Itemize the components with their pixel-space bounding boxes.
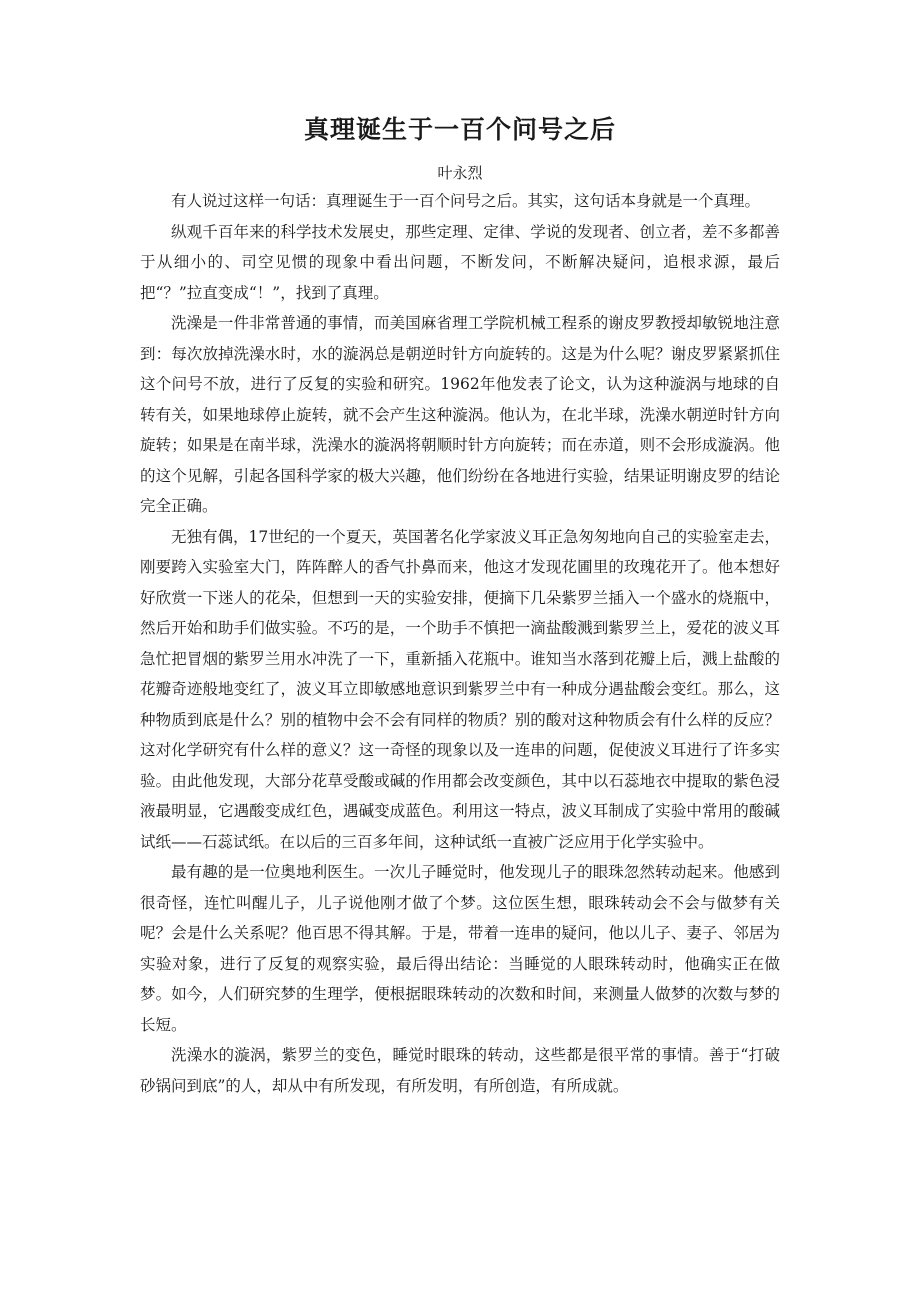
paragraph-1: 有人说过这样一句话：真理诞生于一百个问号之后。其实，这句话本身就是一个真理。 [171, 192, 761, 210]
document-author: 叶永烈 [437, 164, 483, 182]
paragraph-4: 无独有偶，17世纪的一个夏天，英国著名化学家波义耳正急匆匆地向自己的实验室走去，刚要跨入实验室大门，阵阵醉人的香气扑鼻而来，他这才发现花圃里的玫瑰花开了。他本想好好欣赏一下迷人的花朵，但想到一天的实验安排，便摘下几朵紫罗兰插入一个盛水的烧瓶中，然后开始和助手们做实验。不巧的是，一个助手不慎把一滴盐酸溅到紫罗兰上，爱花的波义耳急忙把冒烟的紫罗兰用水冲洗了一下，重新插入花瓶中。谁知当水落到花瓣上后，溅上盐酸的花瓣奇迹般地变红了，波义耳立即敏感地意识到紫罗兰中有一种成分遇盐酸会变红。那么，这种物质到底是什么？别的植物中会不会有同样的物质？别的酸对这种物质会有什么样的反应？这对化学研究有什么样的意义？这一奇怪的现象以及一连串的问题，促使波义耳进行了许多实验。由此他发现，大部分花草受酸或碱的作用都会改变颜色，其中以石蕊地衣中提取的紫色浸液最明显，它遇酸变成红色，遇碱变成蓝色。利用这一特点，波义耳制成了实验中常用的酸碱试纸——石蕊试纸。在以后的三百多年间，这种试纸一直被广泛应用于化学实验中。 [140, 527, 780, 851]
paragraph-6: 洗澡水的漩涡，紫罗兰的变色，睡觉时眼珠的转动，这些都是很平常的事情。善于“打破砂锅问到底”的人，却从中有所发现，有所发明，有所创造，有所成就。 [140, 1046, 780, 1095]
paragraph-3: 洗澡是一件非常普通的事情，而美国麻省理工学院机械工程系的谢皮罗教授却敏锐地注意到：每次放掉洗澡水时，水的漩涡总是朝逆时针方向旋转的。这是为什么呢？谢皮罗紧紧抓住这个问号不放，进行了反复的实验和研究。1962年他发表了论文，认为这种漩涡与地球的自转有关，如果地球停止旋转，就不会产生这种漩涡。他认为，在北半球，洗澡水朝逆时针方向旋转；如果是在南半球，洗澡水的漩涡将朝顺时针方向旋转；而在赤道，则不会形成漩涡。他的这个见解，引起各国科学家的极大兴趣，他们纷纷在各地进行实验，结果证明谢皮罗的结论完全正确。 [140, 314, 780, 515]
document-title: 真理诞生于一百个问号之后 [303, 115, 616, 144]
paragraph-2: 纵观千百年来的科学技术发展史，那些定理、定律、学说的发现者、创立者，差不多都善于从细小的、司空见惯的现象中看出问题，不断发问，不断解决疑问，追根求源，最后把“？”拉直变成“！”，找到了真理。 [140, 222, 780, 302]
document-body [140, 186, 780, 1101]
paragraph-5: 最有趣的是一位奥地利医生。一次儿子睡觉时，他发现儿子的眼珠忽然转动起来。他感到很奇怪，连忙叫醒儿子，儿子说他刚才做了个梦。这位医生想，眼珠转动会不会与做梦有关呢？会是什么关系呢？他百思不得其解。于是，带着一连串的疑问，他以儿子、妻子、邻居为实验对象，进行了反复的观察实验，最后得出结论：当睡觉的人眼珠转动时，他确实正在做梦。如今，人们研究梦的生理学，便根据眼珠转动的次数和时间，来测量人做梦的次数与梦的长短。 [140, 863, 780, 1034]
